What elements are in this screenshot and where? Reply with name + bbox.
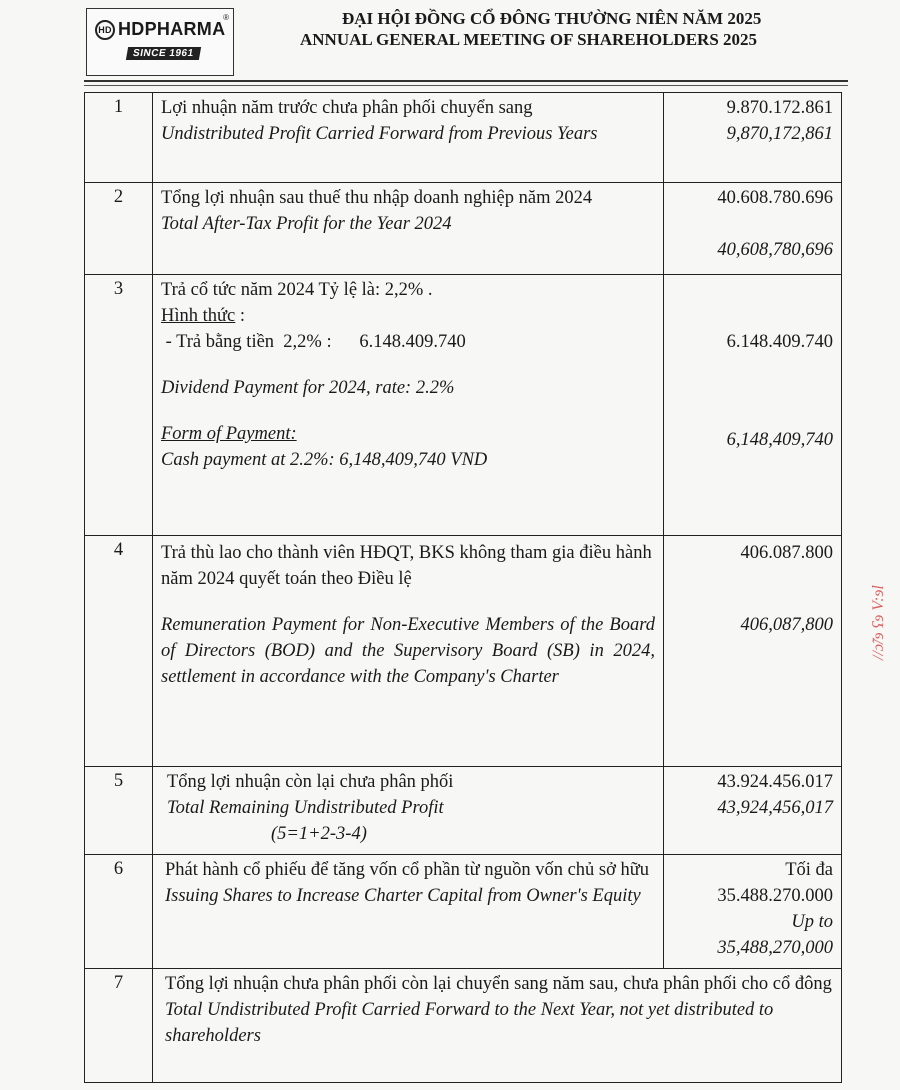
header-rule: [84, 80, 848, 82]
desc-en: Issuing Shares to Increase Charter Capital from Owner's Equity: [165, 886, 641, 906]
amount-vi: 35.488.270.000: [717, 886, 833, 906]
table-row: [85, 275, 842, 536]
logo-name: HDPHARMA: [118, 19, 226, 39]
table-row: [85, 767, 842, 855]
payment-form-vi: [161, 303, 655, 329]
row-amount: [664, 275, 842, 536]
title-english: ANNUAL GENERAL MEETING OF SHAREHOLDERS 2025: [300, 30, 758, 49]
row-amount: [664, 93, 842, 183]
row-number: 3: [85, 275, 153, 536]
amount-en: 40,608,780,696: [717, 240, 833, 260]
amount-vi: 43.924.456.017: [717, 772, 833, 792]
amount-vi-label: Tối đa: [785, 860, 833, 880]
company-logo: [86, 8, 234, 76]
row-description: [153, 275, 664, 536]
desc-en: Remuneration Payment for Non-Executive Members of the Board of Directors (BOD) and the Supervisory Board (SB) in 2024, settlement in accordance with the Company's Charter: [161, 615, 655, 687]
desc-en: Total Remaining Undistributed Profit: [167, 798, 444, 818]
row-number: 7: [85, 969, 153, 1083]
side-stamp-mark: //ɔ̃/ɘ ʕɘ V:ɘl: [870, 585, 887, 660]
amount-vi: 40.608.780.696: [717, 188, 833, 208]
desc-en: Undistributed Profit Carried Forward from Previous Years: [161, 124, 598, 144]
table-row: [85, 969, 842, 1083]
cash-payment-vi: - Trả bằng tiền 2,2% : 6.148.409.740: [161, 332, 466, 352]
logo-wordmark: [95, 19, 225, 40]
table-row: [85, 855, 842, 969]
amount-en-label: Up to: [791, 912, 833, 932]
desc-vi: Phát hành cổ phiếu để tăng vốn cổ phần từ nguồn vốn chủ sở hữu: [165, 860, 650, 880]
row-number: 2: [85, 183, 153, 275]
desc-vi: Tổng lợi nhuận còn lại chưa phân phối: [167, 772, 454, 792]
row-description: [153, 536, 664, 767]
amount-en: 9,870,172,861: [726, 124, 833, 144]
desc-en: Total Undistributed Profit Carried Forward to the Next Year, not yet distributed to shareholders: [165, 1000, 774, 1046]
amount-vi: 6.148.409.740: [726, 332, 833, 352]
document-title: [300, 8, 820, 50]
amount-vi: 406.087.800: [740, 543, 833, 563]
desc-en: Dividend Payment for 2024, rate: 2.2%: [161, 378, 455, 398]
formula: (5=1+2-3-4): [271, 824, 367, 844]
desc-en: Total After-Tax Profit for the Year 2024: [161, 214, 452, 234]
row-description: [153, 183, 664, 275]
cash-payment-en: Cash payment at 2.2%: 6,148,409,740 VND: [161, 450, 488, 470]
row-number: 1: [85, 93, 153, 183]
table-row: [85, 93, 842, 183]
amount-en: 35,488,270,000: [717, 938, 833, 958]
row-number: 4: [85, 536, 153, 767]
row-amount: [664, 855, 842, 969]
row-amount: [664, 183, 842, 275]
logo-since-badge: SINCE 1961: [126, 47, 201, 60]
row-amount: [664, 536, 842, 767]
header-rule-thin: [84, 85, 848, 86]
table-row: [85, 536, 842, 767]
desc-vi: Trả thù lao cho thành viên HĐQT, BKS không tham gia điều hành năm 2024 quyết toán theo Điều lệ: [161, 543, 652, 589]
row-description: [153, 855, 664, 969]
desc-vi: Lợi nhuận năm trước chưa phân phối chuyển sang: [161, 98, 533, 118]
table-row: [85, 183, 842, 275]
amount-en: 43,924,456,017: [717, 798, 833, 818]
row-number: 6: [85, 855, 153, 969]
row-amount: [664, 767, 842, 855]
desc-vi: Tổng lợi nhuận sau thuế thu nhập doanh nghiệp năm 2024: [161, 188, 593, 208]
row-description: [153, 767, 664, 855]
profit-distribution-table: [84, 92, 842, 1083]
amount-en: 406,087,800: [740, 615, 833, 635]
registered-mark: ®: [223, 13, 229, 22]
title-vietnamese: ĐẠI HỘI ĐỒNG CỔ ĐÔNG THƯỜNG NIÊN NĂM 2025: [342, 9, 762, 28]
desc-vi: Tổng lợi nhuận chưa phân phối còn lại chuyển sang năm sau, chưa phân phối cho cổ đông: [165, 974, 832, 994]
row-number: 5: [85, 767, 153, 855]
amount-vi: 9.870.172.861: [726, 98, 833, 118]
desc-vi: Trả cổ tức năm 2024 Tỷ lệ là: 2,2% .: [161, 280, 433, 300]
hd-circle-icon: HD: [95, 20, 115, 40]
form-label-vi: Hình thức: [161, 306, 236, 326]
row-description: [153, 93, 664, 183]
form-label-en: Form of Payment:: [161, 424, 297, 444]
row-description: [153, 969, 842, 1083]
form-label-vi-colon: :: [235, 306, 246, 326]
amount-en: 6,148,409,740: [726, 430, 833, 450]
